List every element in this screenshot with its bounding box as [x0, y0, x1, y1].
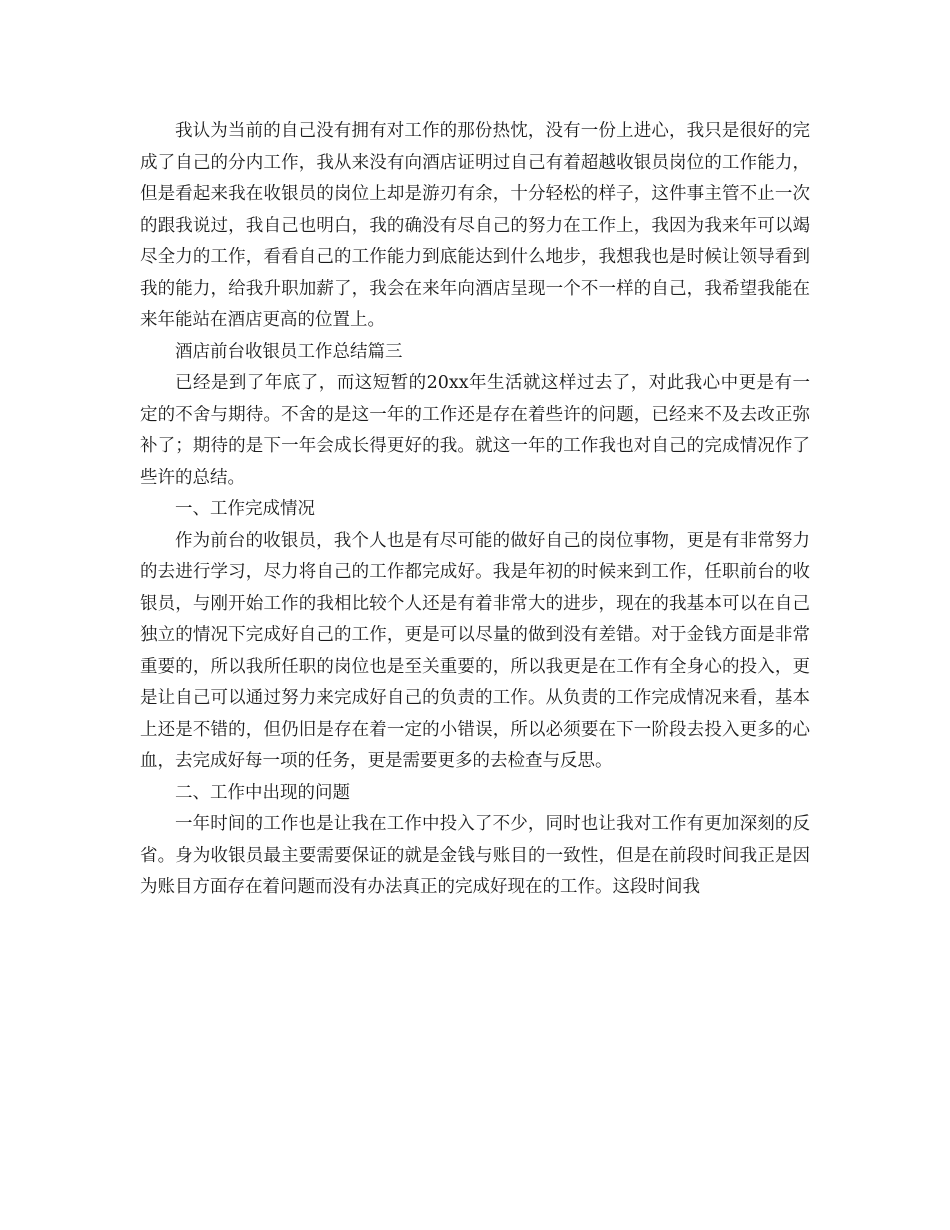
paragraph-work-completion: 作为前台的收银员，我个人也是有尽可能的做好自己的岗位事物，更是有非常努力的去进行学习，尽力将自己的工作都完成好。我是年初的时候来到工作，任职前台的收银员，与刚开始工作的我相比较个人还是有着非常大的进步，现在的我基本可以在自己独立的情况下完成好自己的工作，更是可以尽量的做到没有差错。对于金钱方面是非常重要的，所以我所任职的岗位也是至关重要的，所以我更是在工作有全身心的投入，更是让自己可以通过努力来完成好自己的负责的工作。从负责的工作完成情况来看，基本上还是不错的，但仍旧是存在着一定的小错误，所以必须要在下一阶段去投入更多的心血，去完成好每一项的任务，更是需要更多的去检查与反思。 [140, 530, 810, 771]
subheading-work-completion: 一、工作完成情况 [175, 499, 315, 519]
paragraph-year-intro: 已经是到了年底了，而这短暂的20xx年生活就这样过去了，对此我心中更是有一定的不舍与期待。不舍的是这一年的工作还是存在着些许的问题，已经来不及去改正弥补了；期待的是下一年会成长得更好的我。就这一年的工作我也对自己的完成情况作了些许的总结。 [140, 373, 810, 488]
section-title-part-three: 酒店前台收银员工作总结篇三 [175, 341, 403, 362]
subheading-work-problems: 二、工作中出现的问题 [175, 782, 350, 803]
paragraph-work-problems: 一年时间的工作也是让我在工作中投入了不少，同时也让我对工作有更加深刻的反省。身为收银员最主要需要保证的就是金钱与账目的一致性，但是在前段时间我正是因为账目方面存在着问题而没有办法真正的完成好现在的工作。这段时间我 [140, 814, 810, 897]
document-body [140, 116, 810, 904]
paragraph-closing-reflection: 我认为当前的自己没有拥有对工作的那份热忱，没有一份上进心，我只是很好的完成了自己的分内工作，我从来没有向酒店证明过自己有着超越收银员岗位的工作能力，但是看起来我在收银员的岗位上却是游刃有余，十分轻松的样子，这件事主管不止一次的跟我说过，我自己也明白，我的确没有尽自己的努力在工作上，我因为我来年可以竭尽全力的工作，看看自己的工作能力到底能达到什么地步，我想我也是时候让领导看到我的能力，给我升职加薪了，我会在来年向酒店呈现一个不一样的自己，我希望我能在来年能站在酒店更高的位置上。 [140, 121, 810, 330]
